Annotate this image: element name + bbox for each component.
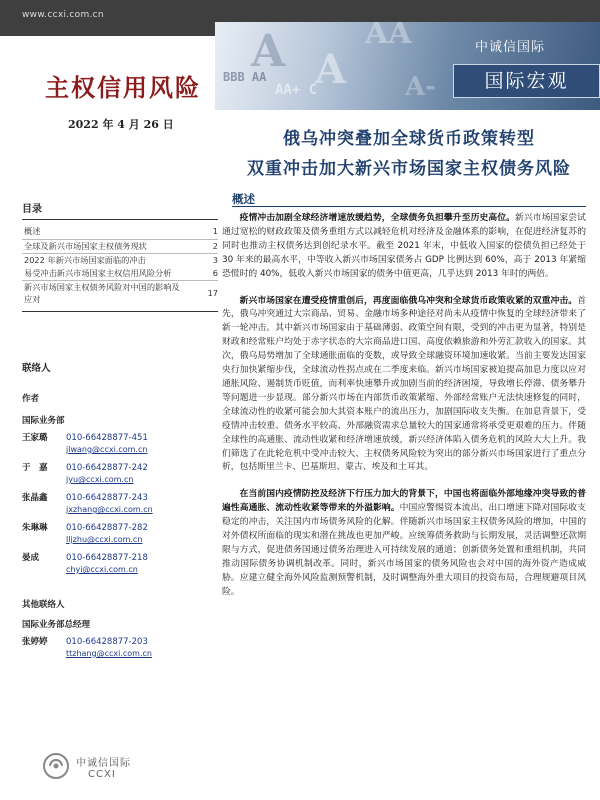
banner-glyph: AA	[365, 22, 412, 51]
toc-item-page: 1	[212, 226, 218, 236]
contact-person	[22, 462, 218, 486]
contact-name: 晏成	[22, 553, 40, 563]
toc-item-title: 概述	[24, 226, 41, 236]
contact-phone: 010-66428877-218	[66, 553, 148, 563]
toc-item[interactable]	[22, 280, 218, 305]
contact-person	[22, 522, 218, 546]
contact-person	[22, 552, 218, 576]
toc-item-page: 3	[212, 255, 218, 265]
toc-item-title: 全球及新兴市场国家主权债务现状	[24, 240, 147, 251]
contact-email[interactable]: lljzhu@ccxi.com.cn	[66, 535, 143, 544]
banner-glyph: AA+ C	[275, 82, 318, 98]
footer-logo-en: CCXI	[88, 769, 116, 780]
ccxi-logo-icon	[42, 752, 70, 780]
summary-divider	[232, 206, 586, 207]
contact-email[interactable]: jyu@ccxi.com.cn	[66, 475, 134, 484]
body-paragraph	[222, 295, 586, 476]
toc-item-page: 17	[207, 287, 218, 298]
toc-item-title: 易受冲击新兴市场国家主权信用风险分析	[24, 267, 172, 278]
contact-name: 张晶鑫	[22, 493, 48, 503]
contacts-heading: 联络人	[22, 363, 51, 374]
contacts-panel	[22, 360, 218, 660]
contact-person	[22, 432, 218, 456]
document-type: 主权信用风险	[45, 73, 201, 102]
body-paragraph	[222, 488, 586, 599]
contact-email[interactable]: ttzhang@ccxi.com.cn	[66, 649, 152, 658]
contact-name: 于 嘉	[22, 463, 48, 473]
paragraph-text: 中国应警惕资本流出、出口增速下降对国际收支稳定的冲击，关注国内市场债务风险的化解。伴随新兴市场国家主权债务风险的增加，中国的对外债权所面临的现实和潜在挑战也更加严峻。应统筹债务救助与长期发展，灵活调整还款期限与方式，促进债务国通过债务治理进入可持续发展的通道；创新债务处置和重组机制，共同推动国际债务协调机制改革。同时，新兴市场国家的债务风险也会对中国的海外资产造成威胁。应建立健全海外风险监测预警机制，及时调整海外重大项目的投资布局，合理规避项目风险。	[222, 503, 586, 597]
banner-glyph: A	[315, 46, 347, 93]
paragraph-lead: 新兴市场国家在遭受疫情重创后，再度面临俄乌冲突和全球货币政策收紧的双重冲击。	[239, 295, 578, 306]
banner-glyph: A-	[405, 72, 436, 102]
contact-person	[22, 492, 218, 516]
main-body	[222, 212, 586, 613]
toc-item-page: 2	[212, 240, 218, 251]
authors-label: 作者	[22, 394, 40, 404]
department-label: 国际业务部	[22, 416, 65, 426]
footer-logo-cn: 中诚信国际	[76, 758, 131, 769]
contact-phone: 010-66428877-242	[66, 463, 148, 473]
toc-item[interactable]	[22, 226, 218, 238]
other-department-label: 国际业务部总经理	[22, 620, 91, 630]
toc-item[interactable]	[22, 253, 218, 267]
website-url[interactable]: www.ccxi.com.cn	[22, 10, 104, 20]
table-of-contents	[22, 200, 218, 312]
toc-item-title: 新兴市场国家主权债务风险对中国的影响及应对	[24, 282, 180, 304]
contact-name: 王家璐	[22, 433, 48, 443]
contact-email[interactable]: chyi@ccxi.com.cn	[66, 565, 138, 574]
title-line-1: 俄乌冲突叠加全球货币政策转型	[283, 129, 535, 149]
toc-item[interactable]	[22, 268, 218, 280]
contact-name: 朱琳琳	[22, 523, 48, 533]
contact-phone: 010-66428877-451	[66, 433, 148, 443]
summary-heading: 概述	[232, 192, 255, 206]
banner-glyph: BBB AA	[223, 70, 267, 84]
paragraph-text: 首先，俄乌冲突通过大宗商品、贸易、金融市场多种途径对尚未从疫情中恢复的全球经济带来了新一轮冲击。其中新兴市场国家由于基础薄弱、政策空间有限，受到的冲击更为显著，特别是财政和经常账户均处于赤字状态的大宗商品进口国、高度依赖旅游和外劳汇款收入的国家。其次，俄乌局势增加了全球通胀面临的变数，或导致全球融资环境加速收紧。当前主要发达国家央行加快紧缩步伐，全球流动性拐点或在二季度来临。新兴市场国家被迫提高加息力度以应对通胀风险、遏制货币贬值，而利率快速攀升或加剧当前的经济困境，导致增长停滞、债务攀升等问题进一步显现。部分新兴市场在内部货币政策紧缩、外部经常账户无法快速修复的同时，全球流动性的收紧可能会加大其资本账户的流出压力，加剧国际收支失衡。在加息背景下，受疫情冲击较重、债务水平较高、外部融资需求总量较大的国家通常将承受更艰难的压力。伴随全球性的高通胀、流动性收紧和经济增速放缓，新兴经济体陷入债务危机的风险大大上升。我们筛选了在此轮危机中受冲击较大、主权债务风险较为突出的部分新兴市场国家进行了重点分析，包括斯里兰卡、巴基斯坦、蒙古、埃及和土耳其。	[222, 295, 586, 473]
header-banner	[215, 22, 600, 110]
paragraph-lead: 在当前国内疫情防控及经济下行压力加大的背景下，中国也将面临外部地缘冲突导致的普遍性高通胀、流动性收紧等带来的外溢影响。	[222, 489, 586, 514]
paragraph-lead: 疫情冲击加剧全球经济增速放缓趋势，全球债务负担攀升至历史高位。	[239, 213, 515, 223]
company-name: 中诚信国际	[475, 40, 546, 55]
paragraph-text: 新兴市场国家尝试通过宽松的财政政策及债务重组方式以减轻危机对经济及金融体系的影响，在促进经济复苏的同时也推动主权债务达到创纪录水平。截至 2021 年末，中低收入国家的偿债负担已经处于 30 年来的最高水平，中等收入新兴市场国家债务占 GDP 比例达到 60%，高于 2013 年紧缩恐慌时的 40%，低收入新兴市场国家的债务中值更高，几乎达到 2013 年时的两倍。	[222, 213, 586, 279]
banner-glyph: A	[251, 26, 286, 77]
other-contacts-label: 其他联络人	[22, 600, 65, 610]
contact-phone: 010-66428877-203	[66, 637, 148, 647]
footer-logo	[42, 748, 142, 788]
toc-list	[22, 226, 218, 312]
contact-name: 张婷婷	[22, 637, 48, 647]
document-date: 2022 年 4 月 26 日	[68, 118, 174, 131]
toc-item-title: 2022 年新兴市场国家面临的冲击	[24, 255, 146, 265]
contact-phone: 010-66428877-282	[66, 523, 148, 533]
toc-item[interactable]	[22, 239, 218, 253]
contact-person	[22, 636, 218, 660]
contact-email[interactable]: jxzhang@ccxi.com.cn	[66, 505, 153, 514]
toc-heading: 目录	[22, 200, 218, 220]
contact-email[interactable]: jlwang@ccxi.com.cn	[66, 445, 148, 454]
section-label: 国际宏观	[453, 64, 600, 98]
contact-phone: 010-66428877-243	[66, 493, 148, 503]
title-line-2: 双重冲击加大新兴市场国家主权债务风险	[247, 159, 571, 179]
toc-item-page: 6	[212, 267, 218, 278]
body-paragraph	[222, 212, 586, 282]
